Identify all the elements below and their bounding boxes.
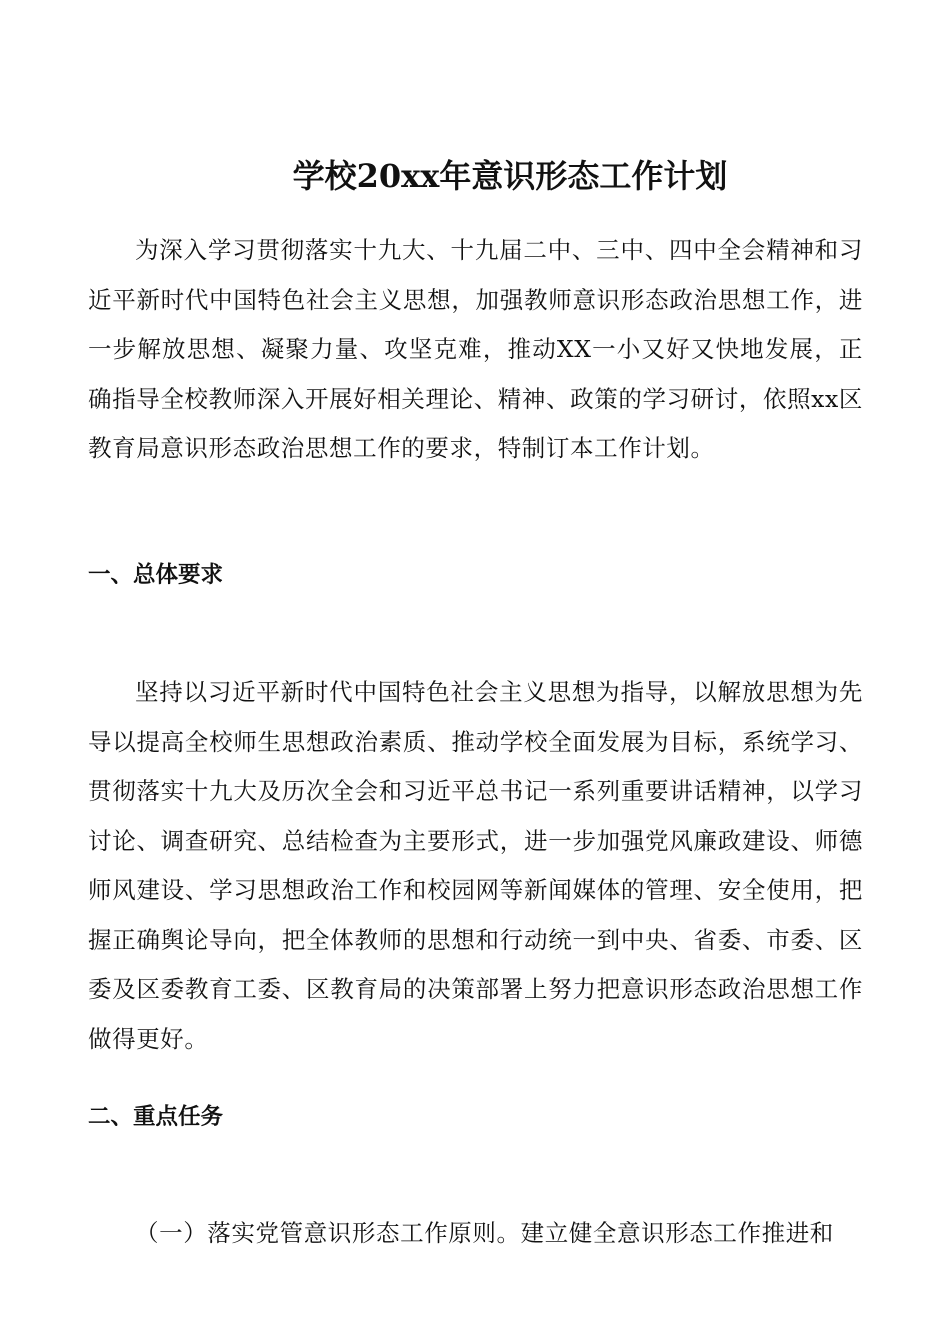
section-heading-key-tasks: 二、重点任务 xyxy=(88,1104,224,1130)
key-tasks-paragraph: （一）落实党管意识形态工作原则。建立健全意识形态工作推进和 xyxy=(135,1219,834,1247)
document-title: 学校20xx年意识形态工作计划 xyxy=(292,157,728,195)
general-requirements-paragraph: 坚持以习近平新时代中国特色社会主义思想为指导，以解放思想为先导以提高全校师生思想政治素质、推动学校全面发展为目标，系统学习、贯彻落实十九大及历次全会和习近平总书记一系列重要讲话精神，以学习讨论、调查研究、总结检查为主要形式，进一步加强党风廉政建设、师德师风建设、学习思想政治工作和校园网等新闻媒体的管理、安全使用，把握正确舆论导向，把全体教师的思想和行动统一到中央、省委、市委、区委及区委教育工委、区教育局的决策部署上努力把意识形态政治思想工作做得更好。 xyxy=(88,678,863,1053)
intro-paragraph: 为深入学习贯彻落实十九大、十九届二中、三中、四中全会精神和习近平新时代中国特色社会主义思想，加强教师意识形态政治思想工作，进一步解放思想、凝聚力量、攻坚克难，推动XX一小又好又快地发展，正确指导全校教师深入开展好相关理论、精神、政策的学习研讨，依照xx区教育局意识形态政治思想工作的要求，特制订本工作计划。 xyxy=(88,236,863,462)
section-heading-general-requirements: 一、总体要求 xyxy=(88,562,224,588)
